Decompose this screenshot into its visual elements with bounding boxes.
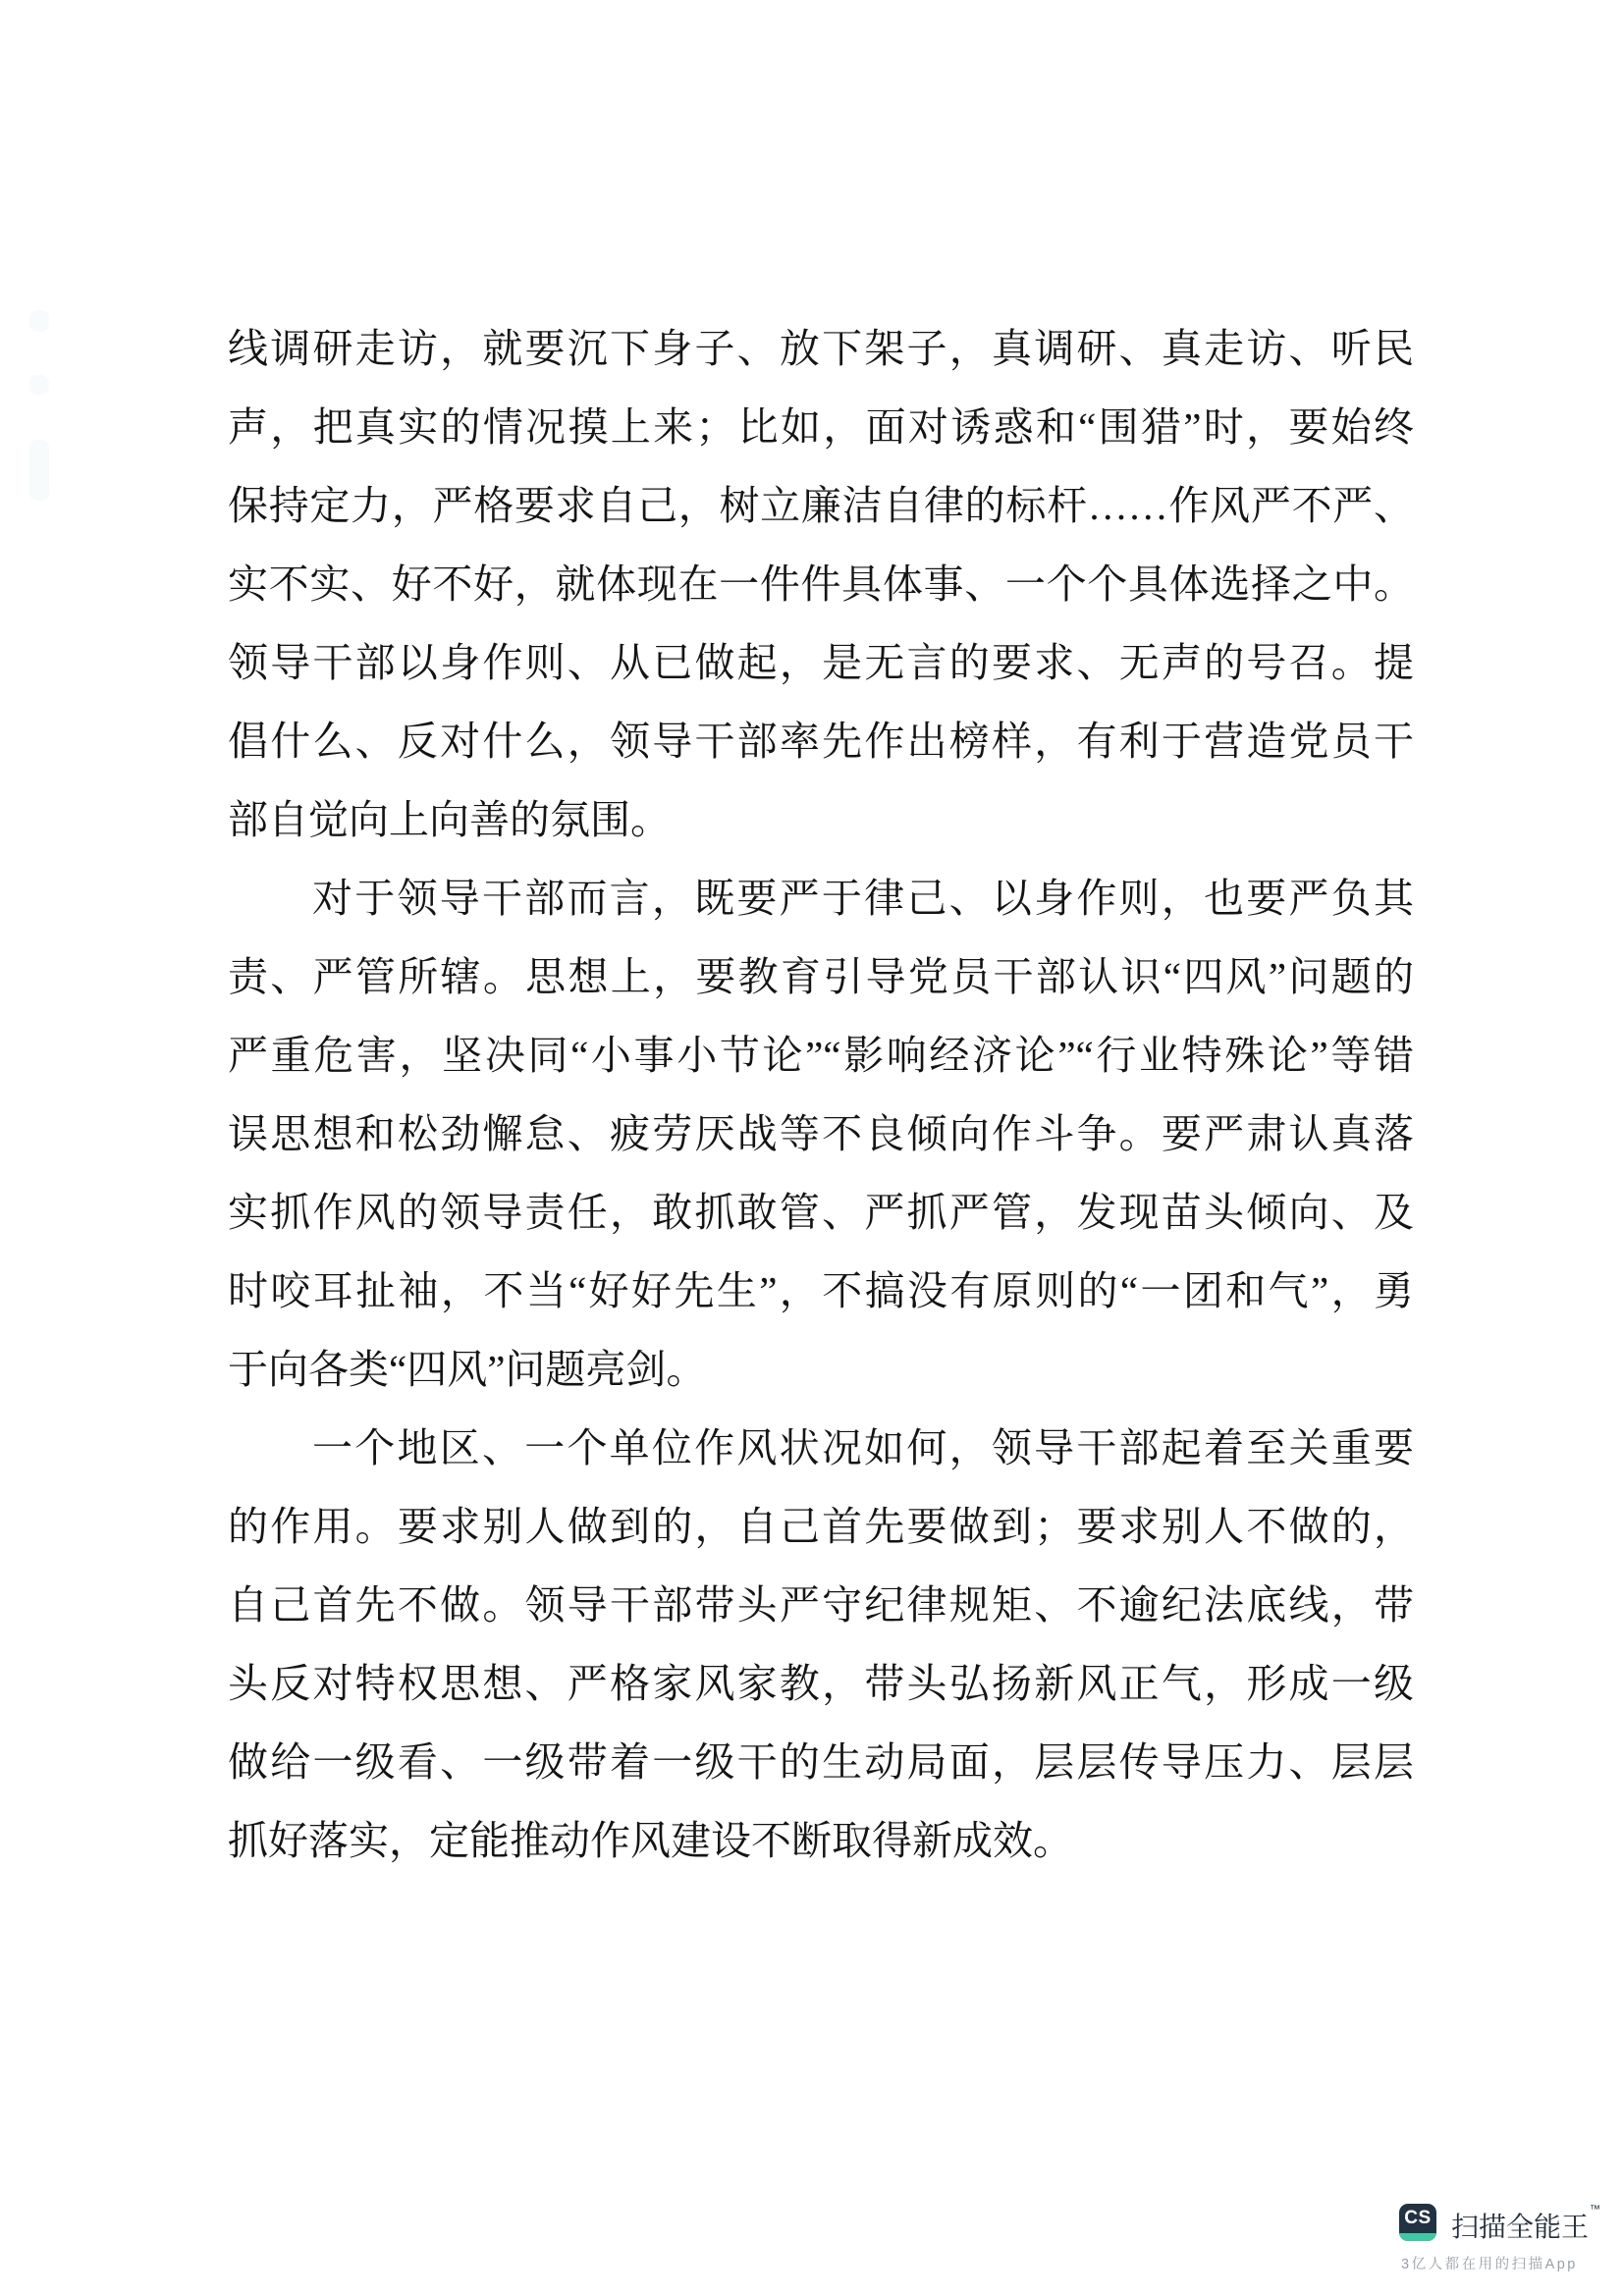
text-line-paragraph-start: 对于领导干部而言，既要严于律己、以身作则，也要严负其 bbox=[312, 876, 1414, 921]
trademark-symbol: ™ bbox=[1590, 2204, 1601, 2216]
text-line: 实不实、好不好，就体现在一件件具体事、一个个具体选择之中。 bbox=[228, 561, 1414, 607]
text-line: 领导干部以身作则、从已做起，是无言的要求、无声的号召。提 bbox=[228, 640, 1414, 685]
document-text-block bbox=[228, 309, 1414, 1880]
text-line: 头反对特权思想、严格家风家教，带头弘扬新风正气，形成一级 bbox=[228, 1661, 1414, 1706]
camscanner-logo-letters: CS bbox=[1404, 2208, 1432, 2228]
text-line: 声，把真实的情况摸上来；比如，面对诱惑和“围猎”时，要始终 bbox=[228, 404, 1414, 450]
camscanner-logo-icon bbox=[1399, 2204, 1436, 2241]
camscanner-brand-text: 扫描全能王 bbox=[1451, 2212, 1590, 2242]
camscanner-brand bbox=[1451, 2206, 1599, 2245]
text-line: 部自觉向上向善的氛围。 bbox=[228, 797, 671, 842]
camscanner-logo-band bbox=[1399, 2233, 1436, 2241]
text-line: 自己首先不做。领导干部带头严守纪律规矩、不逾纪法底线，带 bbox=[228, 1582, 1414, 1628]
text-line: 倡什么、反对什么，领导干部率先作出榜样，有利于营造党员干 bbox=[228, 719, 1414, 764]
text-line: 时咬耳扯袖，不当“好好先生”，不搞没有原则的“一团和气”，勇 bbox=[228, 1268, 1414, 1313]
text-line: 线调研走访，就要沉下身子、放下架子，真调研、真走访、听民 bbox=[228, 326, 1414, 371]
text-line: 保持定力，严格要求自己，树立廉洁自律的标杆……作风严不严、 bbox=[228, 483, 1414, 528]
scan-artifact bbox=[29, 375, 49, 395]
text-line: 实抓作风的领导责任，敢抓敢管、严抓严管，发现苗头倾向、及 bbox=[228, 1190, 1414, 1235]
camscanner-tagline: 3亿人都在用的扫描App bbox=[1401, 2257, 1578, 2272]
scan-artifact bbox=[29, 440, 49, 501]
text-line: 抓好落实，定能推动作风建设不断取得新成效。 bbox=[228, 1818, 1073, 1863]
text-line: 的作用。要求别人做到的，自己首先要做到；要求别人不做的， bbox=[228, 1504, 1414, 1549]
text-line: 误思想和松劲懈怠、疲劳厌战等不良倾向作斗争。要严肃认真落 bbox=[228, 1111, 1414, 1156]
scan-artifact bbox=[29, 310, 49, 332]
text-line: 做给一级看、一级带着一级干的生动局面，层层传导压力、层层 bbox=[228, 1739, 1414, 1785]
text-line-paragraph-start: 一个地区、一个单位作风状况如何，领导干部起着至关重要 bbox=[312, 1425, 1414, 1470]
text-line: 责、严管所辖。思想上，要教育引导党员干部认识“四风”问题的 bbox=[228, 954, 1414, 999]
text-line: 严重危害，坚决同“小事小节论”“影响经济论”“行业特殊论”等错 bbox=[228, 1033, 1414, 1078]
text-line: 于向各类“四风”问题亮剑。 bbox=[228, 1347, 707, 1392]
